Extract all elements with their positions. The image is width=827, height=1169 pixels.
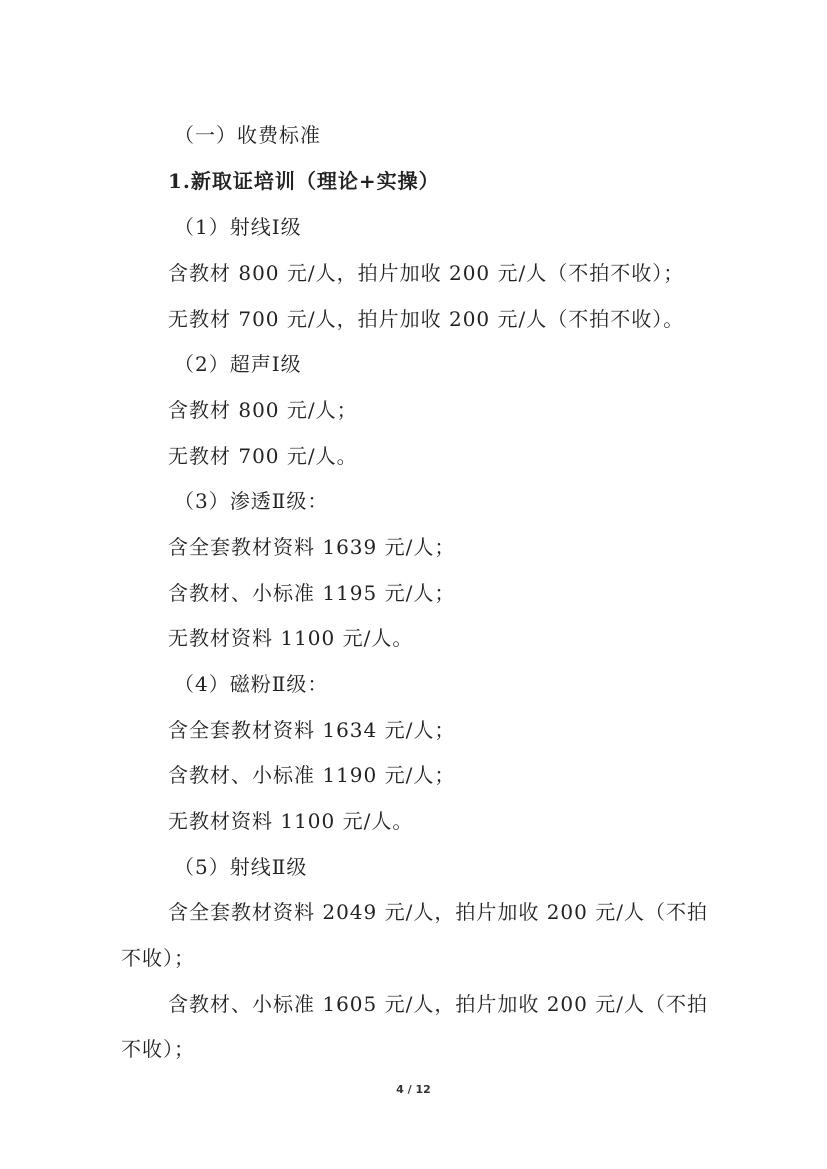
subheading: 1.新取证培训（理论+实操） [168, 169, 440, 193]
item-line: 不收）； [121, 1037, 195, 1061]
item-line: 无教材资料 1100 元/人。 [168, 626, 414, 650]
section-heading: （一）收费标准 [174, 123, 321, 147]
page-indicator: 4 / 12 [396, 1083, 431, 1096]
item-title: （5）射线Ⅱ级 [174, 855, 308, 879]
item-line: 无教材 700 元/人。 [168, 444, 358, 468]
item-line: 含教材、小标准 1190 元/人； [168, 763, 456, 787]
item-line: 含教材、小标准 1605 元/人，拍片加收 200 元/人（不拍 [168, 992, 708, 1016]
item-line: 无教材资料 1100 元/人。 [168, 809, 414, 833]
item-line: 含教材 800 元/人，拍片加收 200 元/人（不拍不收）； [168, 261, 685, 285]
item-title: （3）渗透Ⅱ级： [174, 489, 329, 513]
item-title: （2）超声Ⅰ级 [174, 352, 302, 376]
item-line: 含全套教材资料 1634 元/人； [168, 718, 456, 742]
item-line: 含全套教材资料 2049 元/人，拍片加收 200 元/人（不拍 [168, 900, 708, 924]
item-line: 含教材、小标准 1195 元/人； [168, 581, 456, 605]
item-line: 不收）； [121, 946, 195, 970]
item-line: 含教材 800 元/人； [168, 398, 358, 422]
item-title: （1）射线Ⅰ级 [174, 215, 302, 239]
item-line: 无教材 700 元/人，拍片加收 200 元/人（不拍不收）。 [168, 307, 685, 331]
item-title: （4）磁粉Ⅱ级： [174, 672, 329, 696]
item-line: 含全套教材资料 1639 元/人； [168, 535, 456, 559]
